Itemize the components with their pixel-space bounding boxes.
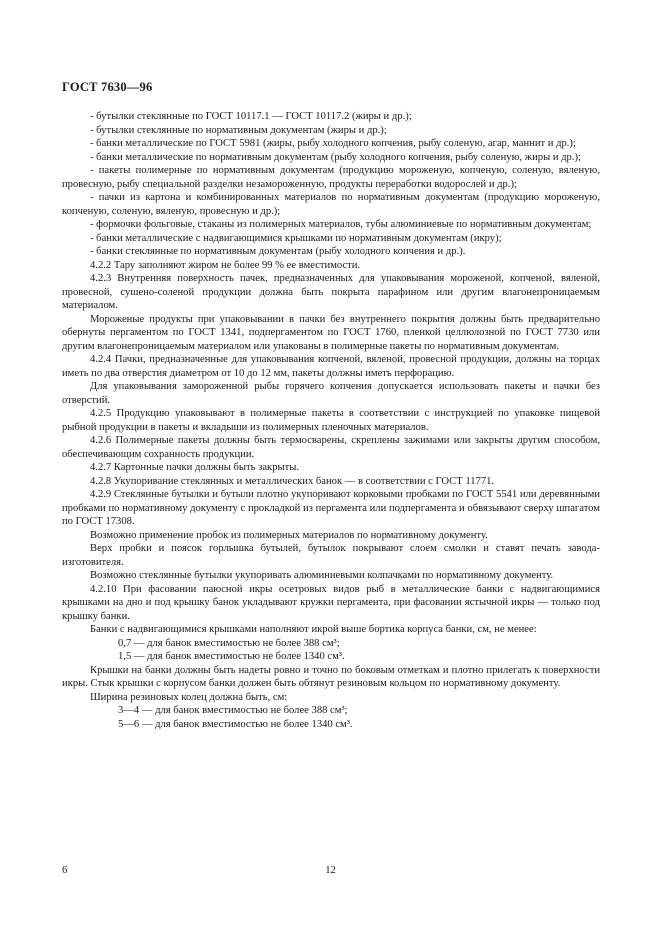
paragraph: - пачки из картона и комбинированных материалов по нормативным документам (продукцию мороженую, копченую, соленую, вяленую, провесную и др.); xyxy=(62,192,600,217)
paragraph: 4.2.3 Внутренняя поверхность пачек, предназначенных для упаковывания мороженой, копченой, вяленой, провесной, сушено-соленой продукции должна быть покрыта парафином или другим влагонепроницаемым материалом. xyxy=(62,273,600,311)
paragraph: 4.2.2 Тару заполняют жиром не более 99 % ее вместимости. xyxy=(90,259,361,271)
page-number-center: 12 xyxy=(325,865,336,876)
paragraph: 4.2.4 Пачки, предназначенные для упаковывания копченой, вяленой, провесной продукции, должны на торцах иметь по два отверстия диаметром от 10 до 12 мм, пакеты должны иметь перфорацию. xyxy=(62,354,600,379)
paragraph: - банки стеклянные по нормативным документам (рыбу холодного копчения и др.). xyxy=(90,246,466,257)
paragraph: - банки металлические с надвигающимися крышками по нормативным документам (икру); xyxy=(90,232,502,244)
paragraph: 4.2.6 Полимерные пакеты должны быть термосварены, скреплены зажимами или закрыты другим способом, обеспечивающим сохранность продукции. xyxy=(62,435,600,460)
paragraph: Крышки на банки должны быть надеты ровно и точно по боковым отметкам и плотно прилегать к поверхности икры. Стык крышки с корпусом банки должен быть обтянут резиновым кольцом по нормативному документу. xyxy=(62,664,600,689)
paragraph: Возможно стеклянные бутылки укупоривать алюминиевыми колпачками по нормативному документу. xyxy=(90,570,554,581)
paragraph: 1,5 — для банок вместимостью не более 1340 см³. xyxy=(118,651,345,662)
paragraph: Мороженые продукты при упаковывании в пачки без внутреннего покрытия должны быть предварительно обернуты пергаментом по ГОСТ 1341, подпергаментом по ГОСТ 1760, пленкой целлюлозной по ГОСТ 7730 или другим влагонепроницаемым материалом или упакованы в полимерные пакеты по нормативным документам. xyxy=(62,313,600,352)
paragraph: 0,7 — для банок вместимостью не более 388 см³; xyxy=(118,637,340,649)
paragraph: - банки металлические по нормативным документам (рыбу холодного копчения, рыбу соленую, жиры и др.); xyxy=(90,151,581,163)
document-body xyxy=(62,110,600,731)
paragraph: 4.2.10 При фасовании паюсной икры осетровых видов рыб в металлические банки с надвигающимися крышками на дно и под крышку банок укладывают кружки пергамента, при фасовании ястычной икры — только под крышку банки. xyxy=(62,583,600,622)
paragraph: - формочки фольговые, стаканы из полимерных материалов, тубы алюминиевые по нормативным документам; xyxy=(90,219,592,230)
page-number-left: 6 xyxy=(62,865,68,876)
paragraph: 4.2.8 Укупоривание стеклянных и металлических банок — в соответствии с ГОСТ 11771. xyxy=(90,475,495,487)
paragraph: Ширина резиновых колец должна быть, см: xyxy=(90,691,288,703)
paragraph: 4.2.9 Стеклянные бутылки и бутыли плотно укупоривают корковыми пробками по ГОСТ 5541 или деревянными пробками по нормативному документу с прокладкой из пергамента или подпергамента и обвязывают сверху шпагатом по ГОСТ 17308. xyxy=(62,489,600,527)
paragraph: Банки с надвигающимися крышками наполняют икрой выше бортика корпуса банки, см, не менее: xyxy=(90,624,537,635)
paragraph: 3—4 — для банок вместимостью не более 388 см³; xyxy=(118,705,348,716)
paragraph: 5—6 — для банок вместимостью не более 1340 см³. xyxy=(118,718,353,730)
paragraph: - банки металлические по ГОСТ 5981 (жиры, рыбу холодного копчения, рыбу соленую, агар, маннит и др.); xyxy=(90,138,576,149)
paragraph: 4.2.7 Картонные пачки должны быть закрыты. xyxy=(90,462,300,473)
document-header: ГОСТ 7630—96 xyxy=(62,80,153,94)
paragraph: 4.2.5 Продукцию упаковывают в полимерные пакеты в соответствии с инструкцией по упаковке пищевой рыбной продукции в пакеты и вкладыши из полимерных пленочных материалов. xyxy=(62,408,600,433)
paragraph: - бутылки стеклянные по нормативным документам (жиры и др.); xyxy=(90,124,387,136)
paragraph: Возможно применение пробок из полимерных материалов по нормативному документу. xyxy=(90,529,488,541)
paragraph: Для упаковывания замороженной рыбы горячего копчения допускается использовать пакеты и пачки без отверстий. xyxy=(62,381,600,406)
paragraph: Верх пробки и поясок горлышка бутылей, бутылок покрывают слоем смолки и ставят печать завода-изготовителя. xyxy=(62,543,600,568)
paragraph: - бутылки стеклянные по ГОСТ 10117.1 — ГОСТ 10117.2 (жиры и др.); xyxy=(90,111,412,122)
paragraph: - пакеты полимерные по нормативным документам (продукцию мороженую, копченую, соленую, вяленую, провесную, рыбу специальной разделки незамороженную, продукты переработки водорослей и др.); xyxy=(62,165,600,190)
